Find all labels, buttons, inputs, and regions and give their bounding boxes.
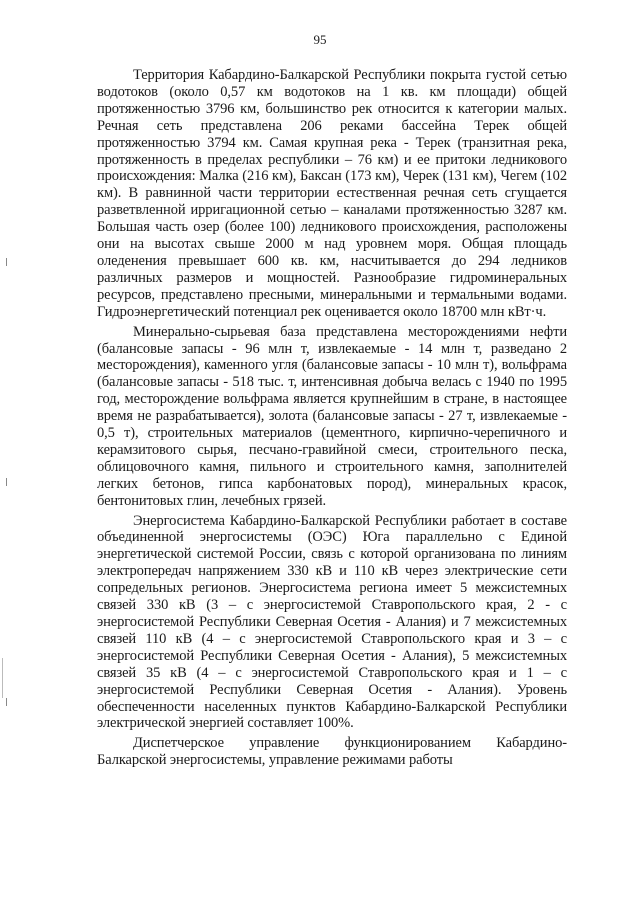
paragraph-mineral-resources: Минерально-сырьевая база представлена месторождениями нефти (балансовые запасы - 96 млн т, извлекаемые - 14 млн т, разведано 2 месторождения), каменного угля (балансовые запасы - 10 млн т), вольфрама (балансовые запасы - 518 тыс. т, интенсивная добыча велась с 1940 по 1995 год, месторождение вольфрама является крупнейшим в стране, в настоящее время не разрабатывается), золота (балансовые запасы - 27 т, извлекаемые - 0,5 т), строительных материалов (цементного, кирпично-черепичного и керамзитового сырья, песчано-гравийной смеси, строительного песка, облицовочного камня, пильного и строительного камня, заполнителей легких бетонов, гипса карбонатовых пород), минеральных красок, бентонитовых глин, лечебных грязей. [97,323,567,509]
page-body [97,67,567,769]
scan-artifact [6,698,7,706]
scan-artifact [2,658,3,698]
paragraph-hydrography: Территория Кабардино-Балкарской Республики покрыта густой сетью водотоков (около 0,57 км водотоков на 1 кв. км площади) общей протяженностью 3796 км, большинство рек относится к категории малых. Речная сеть представлена 206 реками бассейна Терек общей протяженностью 3794 км. Самая крупная река - Терек (транзитная река, протяженность в пределах республики – 76 км) и ее притоки ледникового происхождения: Малка (216 км), Баксан (173 км), Черек (131 км), Чегем (102 км). В равнинной части территории естественная речная сеть сгущается разветвленной ирригационной сетью – каналами протяженностью 3287 км. Большая часть озер (более 100) ледникового происхождения, расположены они на высотах свыше 2000 м над уровнем моря. Общая площадь оледенения превышает 600 кв. км, насчитывается до 294 ледников различных размеров и мощностей. Разнообразие гидроминеральных ресурсов, представлено пресными, минеральными и термальными водами. Гидроэнергетический потенциал рек оценивается около 18700 млн кВт·ч. [97,67,567,320]
paragraph-energy-system: Энергосистема Кабардино-Балкарской Республики работает в составе объединенной энергосистемы (ОЭС) Юга параллельно с Единой энергетической системой России, связь с которой организована по линиям электропередач напряжением 330 кВ и 110 кВ через электрические сети сопредельных регионов. Энергосистема региона имеет 5 межсистемных связей 330 кВ (3 – с энергосистемой Ставропольского края, 2 - с энергосистемой Республики Северная Осетия - Алания) и 7 межсистемных связей 110 кВ (4 – с энергосистемой Ставропольского края и 3 – с энергосистемой Республики Северная Осетия - Алания), 5 межсистемных связей 35 кВ (4 – с энергосистемой Ставропольского края и 1 – с энергосистемой Республики Северная Осетия - Алания). Уровень обеспеченности населенных пунктов Кабардино-Балкарской Республики электрической энергией составляет 100%. [97,512,567,732]
page-number: 95 [313,32,327,47]
paragraph-dispatch-control: Диспетчерское управление функционированием Кабардино-Балкарской энергосистемы, управление режимами работы [97,735,567,769]
scan-artifact [6,478,7,486]
scan-artifact [6,258,7,266]
